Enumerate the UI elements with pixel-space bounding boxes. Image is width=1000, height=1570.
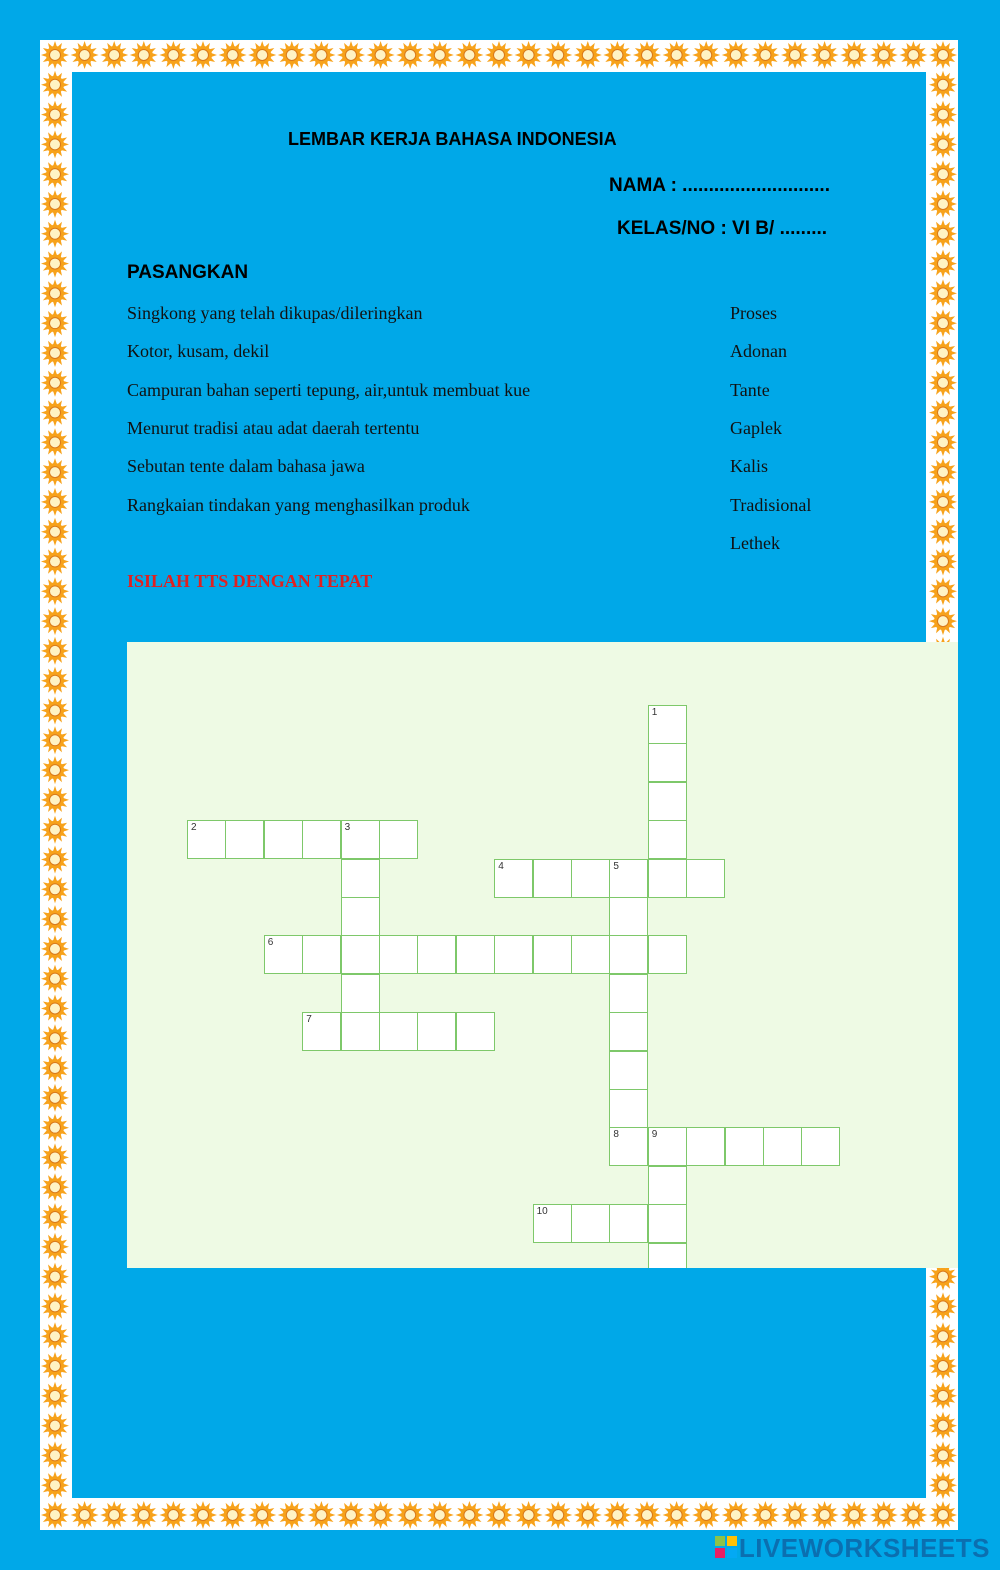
crossword-cell[interactable] — [609, 935, 648, 974]
sun-icon — [929, 369, 957, 397]
sun-icon — [929, 309, 957, 337]
sun-icon — [692, 1501, 720, 1529]
sun-icon — [130, 1501, 158, 1529]
worksheet-title: LEMBAR KERJA BAHASA INDONESIA — [288, 129, 617, 149]
crossword-cell[interactable] — [648, 1166, 687, 1205]
sun-icon — [396, 1501, 424, 1529]
name-field[interactable]: NAMA : ............................ — [609, 175, 830, 196]
clue-number: 8 — [613, 1129, 619, 1141]
sun-icon — [899, 41, 927, 69]
sun-icon — [41, 369, 69, 397]
crossword-cell[interactable] — [609, 974, 648, 1013]
match-right-item[interactable]: Proses — [730, 303, 778, 323]
sun-icon — [41, 458, 69, 486]
sun-icon — [870, 41, 898, 69]
sun-icon — [41, 548, 69, 576]
sun-icon — [929, 607, 957, 635]
crossword-cell[interactable] — [341, 820, 380, 859]
sun-icon — [722, 1501, 750, 1529]
crossword-cell[interactable] — [225, 820, 264, 859]
crossword-cell[interactable] — [763, 1127, 802, 1166]
sun-icon — [41, 1233, 69, 1261]
sun-icon — [515, 41, 543, 69]
sun-icon — [41, 279, 69, 307]
clue-number: 2 — [191, 822, 197, 834]
match-right-item[interactable]: Adonan — [730, 341, 787, 361]
sun-icon — [751, 41, 779, 69]
sun-icon — [100, 1501, 128, 1529]
sun-icon — [41, 995, 69, 1023]
crossword-cell[interactable] — [341, 859, 380, 898]
sun-icon — [41, 1143, 69, 1171]
crossword-cell[interactable] — [686, 1127, 725, 1166]
crossword-cell[interactable] — [648, 935, 687, 974]
sun-icon — [159, 41, 187, 69]
clue-number: 1 — [651, 707, 658, 718]
liveworksheets-logo — [715, 1533, 990, 1564]
sun-icon — [574, 1501, 602, 1529]
sun-icon — [219, 1501, 247, 1529]
sun-icon — [189, 41, 217, 69]
sun-icon — [41, 1441, 69, 1469]
crossword-cell[interactable] — [609, 1012, 648, 1051]
sun-icon — [396, 41, 424, 69]
sun-icon — [41, 1412, 69, 1440]
sun-icon — [515, 1501, 543, 1529]
crossword-cell[interactable] — [609, 1089, 648, 1128]
sun-icon — [929, 71, 957, 99]
sun-icon — [278, 41, 306, 69]
crossword-cell[interactable] — [609, 1051, 648, 1090]
match-left-item[interactable]: Campuran bahan seperti tepung, air,untuk membuat kue — [127, 380, 531, 400]
sun-icon — [929, 1352, 957, 1380]
sun-icon — [41, 965, 69, 993]
crossword-cell[interactable] — [648, 820, 687, 859]
match-right-item[interactable]: Gaplek — [730, 418, 782, 438]
crossword-cell[interactable] — [264, 935, 303, 974]
sun-icon — [41, 1322, 69, 1350]
sun-icon — [41, 1501, 69, 1529]
clue-number: 5 — [613, 860, 619, 872]
sun-icon — [41, 1263, 69, 1291]
sun-icon — [307, 1501, 335, 1529]
sun-icon — [367, 1501, 395, 1529]
sun-icon — [929, 250, 957, 278]
sun-icon — [840, 41, 868, 69]
sun-icon — [41, 1292, 69, 1320]
sun-icon — [544, 41, 572, 69]
sun-icon — [929, 1471, 957, 1499]
sun-icon — [722, 41, 750, 69]
crossword-cell[interactable] — [417, 1012, 456, 1051]
crossword-grid — [127, 642, 958, 1268]
sun-icon — [41, 1114, 69, 1142]
sun-icon — [189, 1501, 217, 1529]
crossword-cell[interactable] — [686, 859, 725, 898]
sun-icon — [455, 1501, 483, 1529]
sun-icon — [41, 905, 69, 933]
sun-icon — [426, 1501, 454, 1529]
sun-icon — [929, 279, 957, 307]
sun-icon — [337, 41, 365, 69]
match-left-item[interactable]: Rangkaian tindakan yang menghasilkan produk — [127, 495, 470, 515]
sun-icon — [929, 1382, 957, 1410]
sun-icon — [41, 607, 69, 635]
crossword-cell[interactable] — [648, 743, 687, 782]
sun-icon — [781, 1501, 809, 1529]
sun-icon — [41, 1024, 69, 1052]
crossword-cell[interactable] — [571, 1204, 610, 1243]
sun-icon — [485, 41, 513, 69]
sun-icon — [840, 1501, 868, 1529]
sun-icon — [41, 1173, 69, 1201]
sun-icon — [71, 1501, 99, 1529]
sun-icon — [574, 41, 602, 69]
sun-icon — [41, 399, 69, 427]
crossword-cell[interactable] — [725, 1127, 764, 1166]
sun-icon — [41, 667, 69, 695]
sun-icon — [41, 577, 69, 605]
crossword-cell[interactable] — [533, 935, 572, 974]
sun-icon — [307, 41, 335, 69]
worksheet-frame — [40, 40, 958, 1530]
crossword-cell[interactable] — [302, 1012, 341, 1051]
match-left-item[interactable]: Menurut tradisi atau adat daerah tertentu — [127, 418, 420, 438]
clue-number: 3 — [344, 822, 351, 834]
sun-icon — [663, 41, 691, 69]
sun-icon — [485, 1501, 513, 1529]
clue-number: 4 — [498, 860, 504, 872]
sun-icon — [337, 1501, 365, 1529]
sun-icon — [71, 41, 99, 69]
crossword-cell[interactable] — [648, 782, 687, 821]
sun-icon — [811, 1501, 839, 1529]
sun-icon — [367, 41, 395, 69]
match-right-item[interactable]: Tante — [730, 380, 770, 400]
sun-icon — [41, 309, 69, 337]
sun-icon — [41, 935, 69, 963]
sun-icon — [455, 41, 483, 69]
sun-icon — [41, 1382, 69, 1410]
sun-icon — [278, 1501, 306, 1529]
sun-icon — [929, 339, 957, 367]
sun-icon — [130, 41, 158, 69]
sun-icon — [929, 101, 957, 129]
sun-icon — [41, 756, 69, 784]
crossword-cell[interactable] — [609, 897, 648, 936]
sun-icon — [929, 190, 957, 218]
sun-icon — [899, 1501, 927, 1529]
crossword-cell[interactable] — [456, 1012, 495, 1051]
sun-icon — [41, 1203, 69, 1231]
match-left-item[interactable]: Sebutan tente dalam bahasa jawa — [127, 456, 365, 476]
crossword-cell[interactable] — [571, 859, 610, 898]
class-field[interactable]: KELAS/NO : VI B/ ......... — [617, 218, 828, 239]
sun-icon — [929, 1292, 957, 1320]
sun-icon — [929, 1412, 957, 1440]
sun-icon — [248, 41, 276, 69]
crossword-cell[interactable] — [648, 1204, 687, 1243]
sun-icon — [811, 41, 839, 69]
crossword-cell[interactable] — [456, 935, 495, 974]
crossword-cell[interactable] — [648, 1243, 687, 1268]
sun-icon — [41, 1084, 69, 1112]
sun-icon — [219, 41, 247, 69]
clue-number: 10 — [536, 1206, 548, 1218]
sun-icon — [41, 160, 69, 188]
crossword-cell[interactable] — [533, 1204, 572, 1243]
sun-icon — [41, 71, 69, 99]
crossword-cell[interactable] — [302, 820, 341, 859]
sun-icon — [100, 41, 128, 69]
sun-icon — [41, 488, 69, 516]
match-right-item[interactable]: Lethek — [730, 533, 780, 553]
sun-icon — [41, 697, 69, 725]
crossword-cell[interactable] — [609, 859, 648, 898]
sun-icon — [41, 339, 69, 367]
crossword-cell[interactable] — [341, 897, 380, 936]
crossword-cell[interactable] — [648, 859, 687, 898]
sun-icon — [41, 250, 69, 278]
sun-icon — [41, 41, 69, 69]
sun-icon — [929, 1501, 957, 1529]
crossword-cell[interactable] — [379, 935, 418, 974]
sun-icon — [929, 399, 957, 427]
crossword-cell[interactable] — [187, 820, 226, 859]
sun-icon — [544, 1501, 572, 1529]
match-left-item[interactable]: Kotor, kusam, dekil — [127, 341, 270, 361]
match-left-item[interactable]: Singkong yang telah dikupas/dileringkan — [127, 303, 423, 323]
clue-number: 6 — [267, 937, 274, 949]
sun-icon — [633, 1501, 661, 1529]
crossword-cell[interactable] — [341, 935, 380, 974]
sun-icon — [41, 1352, 69, 1380]
sun-icon — [159, 1501, 187, 1529]
sun-icon — [41, 1471, 69, 1499]
sun-icon — [929, 428, 957, 456]
sun-icon — [248, 1501, 276, 1529]
sun-icon — [929, 220, 957, 248]
sun-icon — [41, 816, 69, 844]
sun-icon — [41, 726, 69, 754]
sun-icon — [603, 1501, 631, 1529]
match-right-item[interactable]: Tradisional — [730, 495, 812, 515]
crossword-cell[interactable] — [571, 935, 610, 974]
sun-icon — [929, 1441, 957, 1469]
sun-icon — [41, 130, 69, 158]
clue-number: 9 — [651, 1129, 658, 1141]
crossword-heading: ISILAH TTS DENGAN TEPAT — [127, 571, 373, 591]
sun-icon — [41, 220, 69, 248]
crossword-cell[interactable] — [609, 1204, 648, 1243]
sun-icon — [41, 1054, 69, 1082]
matching-heading: PASANGKAN — [127, 262, 249, 283]
sun-icon — [929, 160, 957, 188]
crossword-cell[interactable] — [341, 974, 380, 1013]
crossword-cell[interactable] — [494, 859, 533, 898]
sun-icon — [929, 518, 957, 546]
sun-icon — [781, 41, 809, 69]
crossword-cell[interactable] — [494, 935, 533, 974]
crossword-cell[interactable] — [379, 820, 418, 859]
sun-icon — [692, 41, 720, 69]
crossword-cell[interactable] — [341, 1012, 380, 1051]
sun-icon — [41, 637, 69, 665]
brand-name: LIVEWORKSHEETS — [738, 1533, 990, 1563]
sun-icon — [663, 1501, 691, 1529]
sun-icon — [929, 577, 957, 605]
crossword-cell[interactable] — [648, 1127, 687, 1166]
sun-icon — [751, 1501, 779, 1529]
sun-icon — [603, 41, 631, 69]
sun-icon — [41, 518, 69, 546]
crossword-cell[interactable] — [264, 820, 303, 859]
sun-icon — [870, 1501, 898, 1529]
clue-number: 7 — [306, 1014, 312, 1026]
sun-icon — [426, 41, 454, 69]
sun-icon — [929, 1322, 957, 1350]
crossword-cell[interactable] — [417, 935, 456, 974]
match-right-item[interactable]: Kalis — [730, 456, 768, 476]
sun-icon — [41, 101, 69, 129]
sun-icon — [41, 428, 69, 456]
sun-icon — [929, 41, 957, 69]
sun-icon — [929, 488, 957, 516]
sun-icon — [929, 130, 957, 158]
crossword-cell[interactable] — [379, 1012, 418, 1051]
sun-icon — [41, 846, 69, 874]
sun-icon — [929, 548, 957, 576]
crossword-cell[interactable] — [302, 935, 341, 974]
sun-icon — [41, 190, 69, 218]
sun-icon — [929, 458, 957, 486]
sun-icon — [41, 786, 69, 814]
sun-icon — [41, 875, 69, 903]
crossword-cell[interactable] — [648, 705, 687, 744]
sun-icon — [633, 41, 661, 69]
logo-icon — [715, 1536, 737, 1558]
crossword-cell[interactable] — [533, 859, 572, 898]
crossword-cell[interactable] — [609, 1127, 648, 1166]
worksheet-content — [72, 72, 926, 1498]
crossword-cell[interactable] — [801, 1127, 840, 1166]
